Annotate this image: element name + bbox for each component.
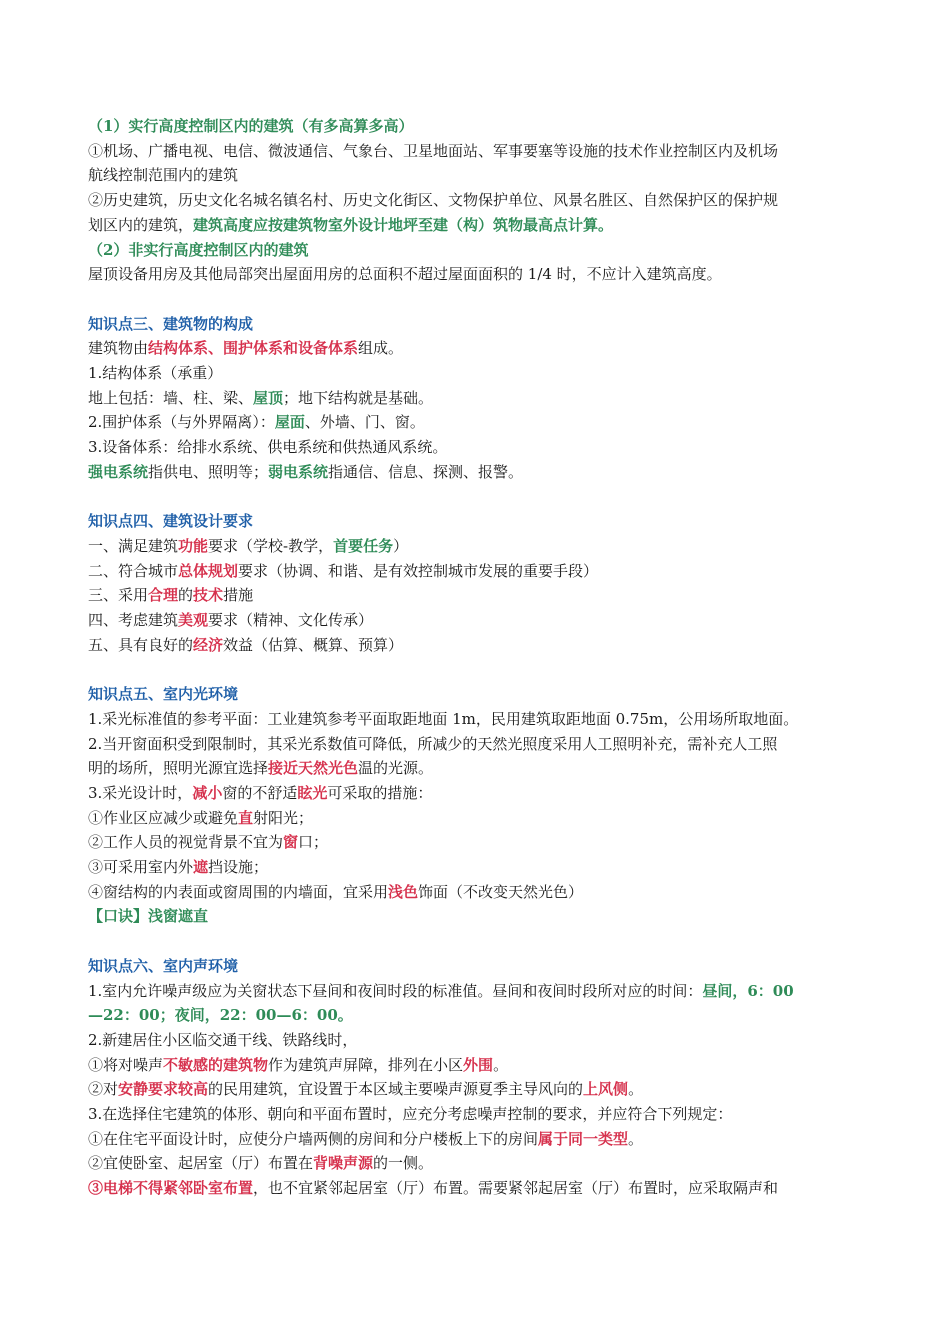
highlighted-text: 接近天然光色 (268, 759, 359, 778)
text-segment: 的一侧。 (373, 1154, 434, 1173)
text-segment: 、外墙、门、窗。 (304, 413, 425, 432)
text-line (88, 1077, 878, 1102)
text-segment: ①机场、广播电视、电信、微波通信、气象台、卫星地面站、军事要塞等设施的技术作业控制区内及机场 (88, 141, 779, 160)
highlighted-text: —22：00；夜间，22：00—6：00。 (88, 1006, 353, 1025)
text-segment: ①在住宅平面设计时，应使分户墙两侧的房间和分户楼板上下的房间 (88, 1129, 539, 1148)
text-line (88, 633, 878, 658)
highlighted-text: 遮 (193, 858, 209, 877)
section-heading (88, 682, 878, 707)
text-segment: ①作业区应减少或避免 (88, 808, 239, 827)
text-segment: 二、符合城市 (88, 561, 179, 580)
text-segment: 2.新建居住小区临交通干线、铁路线时， (88, 1030, 358, 1049)
text-segment: 效益（估算、概算、预算） (223, 635, 404, 654)
text-segment: 要求（学校-教学， (208, 536, 334, 555)
text-line (88, 238, 878, 263)
text-segment: 。 (628, 1080, 644, 1099)
highlighted-text: 屋面 (274, 413, 305, 432)
highlighted-text: 总体规划 (178, 561, 239, 580)
text-segment: 指通信、信息、探测、报警。 (328, 462, 524, 481)
paragraph-gap (88, 657, 878, 682)
text-segment: 划区内的建筑， (88, 215, 194, 234)
text-segment: ②历史建筑，历史文化名城名镇名村、历史文化街区、文物保护单位、风景名胜区、自然保护区的保护规 (88, 191, 779, 210)
highlighted-text: 经济 (193, 635, 224, 654)
highlighted-text: 背噪声源 (313, 1154, 374, 1173)
highlighted-text: ③ (88, 1179, 104, 1198)
text-line (88, 1028, 878, 1053)
text-line (88, 435, 878, 460)
text-segment: 饰面（不改变天然光色） (418, 882, 584, 901)
text-line (88, 781, 878, 806)
paragraph-gap (88, 929, 878, 954)
text-segment: 。 (628, 1129, 644, 1148)
document-body (88, 114, 878, 1201)
text-segment: 1.结构体系（承重） (88, 364, 223, 383)
text-line (88, 1176, 878, 1201)
highlighted-text: 外围 (463, 1055, 494, 1074)
highlighted-text: 【口诀】浅窗遮直 (88, 907, 209, 926)
text-segment: 航线控制范围内的建筑 (88, 166, 239, 185)
text-segment: 明的场所，照明光源宜选择 (88, 759, 269, 778)
text-segment: 3.设备体系：给排水系统、供电系统和供热通风系统。 (88, 438, 448, 457)
text-segment: 一、满足建筑 (88, 536, 179, 555)
highlighted-text: 上风侧 (583, 1080, 629, 1099)
highlighted-text: 结构体系、围护体系和设备体系 (148, 339, 359, 358)
highlighted-text: 知识点四、建筑设计要求 (88, 512, 254, 531)
text-line (88, 1003, 878, 1028)
text-line (88, 534, 878, 559)
highlighted-text: 知识点三、建筑物的构成 (88, 314, 254, 333)
paragraph-gap (88, 485, 878, 510)
text-segment: 作为建筑声屏障，排列在小区 (268, 1055, 464, 1074)
text-segment: ；地下结构就是基础。 (283, 388, 434, 407)
text-line (88, 904, 878, 929)
text-segment: 。 (493, 1055, 509, 1074)
text-line (88, 1151, 878, 1176)
text-segment: 挡设施； (208, 858, 269, 877)
text-segment: 四、考虑建筑 (88, 611, 179, 630)
highlighted-text: 减小 (192, 783, 223, 802)
text-line (88, 163, 878, 188)
text-segment: 要求（精神、文化传承） (208, 611, 374, 630)
text-segment: 三、采用 (88, 586, 149, 605)
highlighted-text: 浅色 (388, 882, 419, 901)
text-segment: 射阳光； (253, 808, 314, 827)
text-segment: 口； (298, 833, 329, 852)
highlighted-text: 安静要求较高 (118, 1080, 209, 1099)
highlighted-text: （1）实行高度控制区内的建筑（有多高算多高） (88, 117, 414, 135)
highlighted-text: 技术 (193, 586, 224, 605)
text-segment: 组成。 (358, 339, 404, 358)
highlighted-text: 知识点五、室内光环境 (88, 685, 239, 704)
highlighted-text: 建筑高度应按建筑物室外设计地坪至建（构）筑物最高点计算。 (193, 215, 614, 234)
text-line (88, 1053, 878, 1078)
text-segment: 可采取的措施： (327, 783, 433, 802)
text-line (88, 806, 878, 831)
section-heading (88, 954, 878, 979)
highlighted-text: 功能 (178, 536, 209, 555)
highlighted-text: 知识点六、室内声环境 (88, 956, 239, 975)
text-line (88, 386, 878, 411)
text-line (88, 608, 878, 633)
text-segment: 1.采光标准值的参考平面：工业建筑参考平面取距地面 1m，民用建筑取距地面 0.75m，公用场所取地面。 (88, 709, 799, 728)
highlighted-text: 屋顶 (253, 388, 284, 407)
highlighted-text: 眩光 (297, 783, 328, 802)
highlighted-text: 电梯不得紧邻卧室布置 (103, 1179, 254, 1198)
text-segment: ③可采用室内外 (88, 858, 194, 877)
highlighted-text: 强电系统 (88, 462, 149, 481)
highlighted-text: 弱电系统 (268, 462, 329, 481)
highlighted-text: 合理 (148, 586, 179, 605)
text-line (88, 1127, 878, 1152)
text-line (88, 732, 878, 757)
text-segment: ②宜使卧室、起居室（厅）布置在 (88, 1154, 314, 1173)
text-line (88, 830, 878, 855)
section-heading (88, 312, 878, 337)
text-segment: 3.在选择住宅建筑的体形、朝向和平面布置时，应充分考虑噪声控制的要求，并应符合下列规定： (88, 1105, 733, 1124)
paragraph-gap (88, 287, 878, 312)
highlighted-text: （2）非实行高度控制区内的建筑 (88, 240, 309, 259)
text-segment: ①将对噪声 (88, 1055, 164, 1074)
highlighted-text: 美观 (178, 611, 209, 630)
text-segment: 的 (178, 586, 194, 605)
highlighted-text: 直 (238, 808, 254, 827)
highlighted-text: 窗 (283, 833, 299, 852)
text-line (88, 410, 878, 435)
text-segment: 屋顶设备用房及其他局部突出屋面用房的总面积不超过屋面面积的 1/4 时，不应计入建筑高度。 (88, 265, 722, 284)
text-segment: 2.围护体系（与外界隔离）： (88, 413, 275, 432)
text-line (88, 114, 878, 139)
text-line (88, 855, 878, 880)
text-segment: 温的光源。 (358, 759, 434, 778)
section-heading (88, 509, 878, 534)
text-segment: 要求（协调、和谐、是有效控制城市发展的重要手段） (238, 561, 599, 580)
text-segment: 窗的不舒适 (222, 783, 298, 802)
text-segment: 2.当开窗面积受到限制时，其采光系数值可降低，所减少的天然光照度采用人工照明补充，需补充人工照 (88, 734, 778, 753)
text-segment: 1.室内允许噪声级应为关窗状态下昼间和夜间时段的标准值。昼间和夜间时段所对应的时间： (88, 981, 703, 1000)
text-segment: ②对 (88, 1080, 119, 1099)
text-line (88, 262, 878, 287)
text-line (88, 188, 878, 213)
text-segment: ④窗结构的内表面或窗周围的内墙面，宜采用 (88, 882, 389, 901)
text-line (88, 707, 878, 732)
text-segment: ②工作人员的视觉背景不宜为 (88, 833, 284, 852)
text-line (88, 361, 878, 386)
text-line (88, 336, 878, 361)
text-segment: 指供电、照明等； (148, 462, 269, 481)
text-segment: ） (393, 536, 409, 555)
text-line (88, 139, 878, 164)
text-segment: 五、具有良好的 (88, 635, 194, 654)
text-segment: 3.采光设计时， (88, 783, 193, 802)
text-line (88, 979, 878, 1004)
highlighted-text: 属于同一类型 (538, 1129, 629, 1148)
text-line (88, 756, 878, 781)
text-segment: ，也不宜紧邻起居室（厅）布置。需要紧邻起居室（厅）布置时，应采取隔声和 (253, 1179, 779, 1198)
text-segment: 建筑物由 (88, 339, 149, 358)
text-line (88, 1102, 878, 1127)
text-segment: 措施 (223, 586, 254, 605)
text-segment: 地上包括：墙、柱、梁、 (88, 388, 254, 407)
text-line (88, 583, 878, 608)
text-line (88, 559, 878, 584)
text-segment: 的民用建筑，宜设置于本区域主要噪声源夏季主导风向的 (208, 1080, 584, 1099)
highlighted-text: 首要任务 (333, 536, 394, 555)
highlighted-text: 昼间，6：00 (702, 981, 794, 1000)
text-line (88, 880, 878, 905)
highlighted-text: 不敏感的建筑物 (163, 1055, 269, 1074)
text-line (88, 213, 878, 238)
text-line (88, 460, 878, 485)
